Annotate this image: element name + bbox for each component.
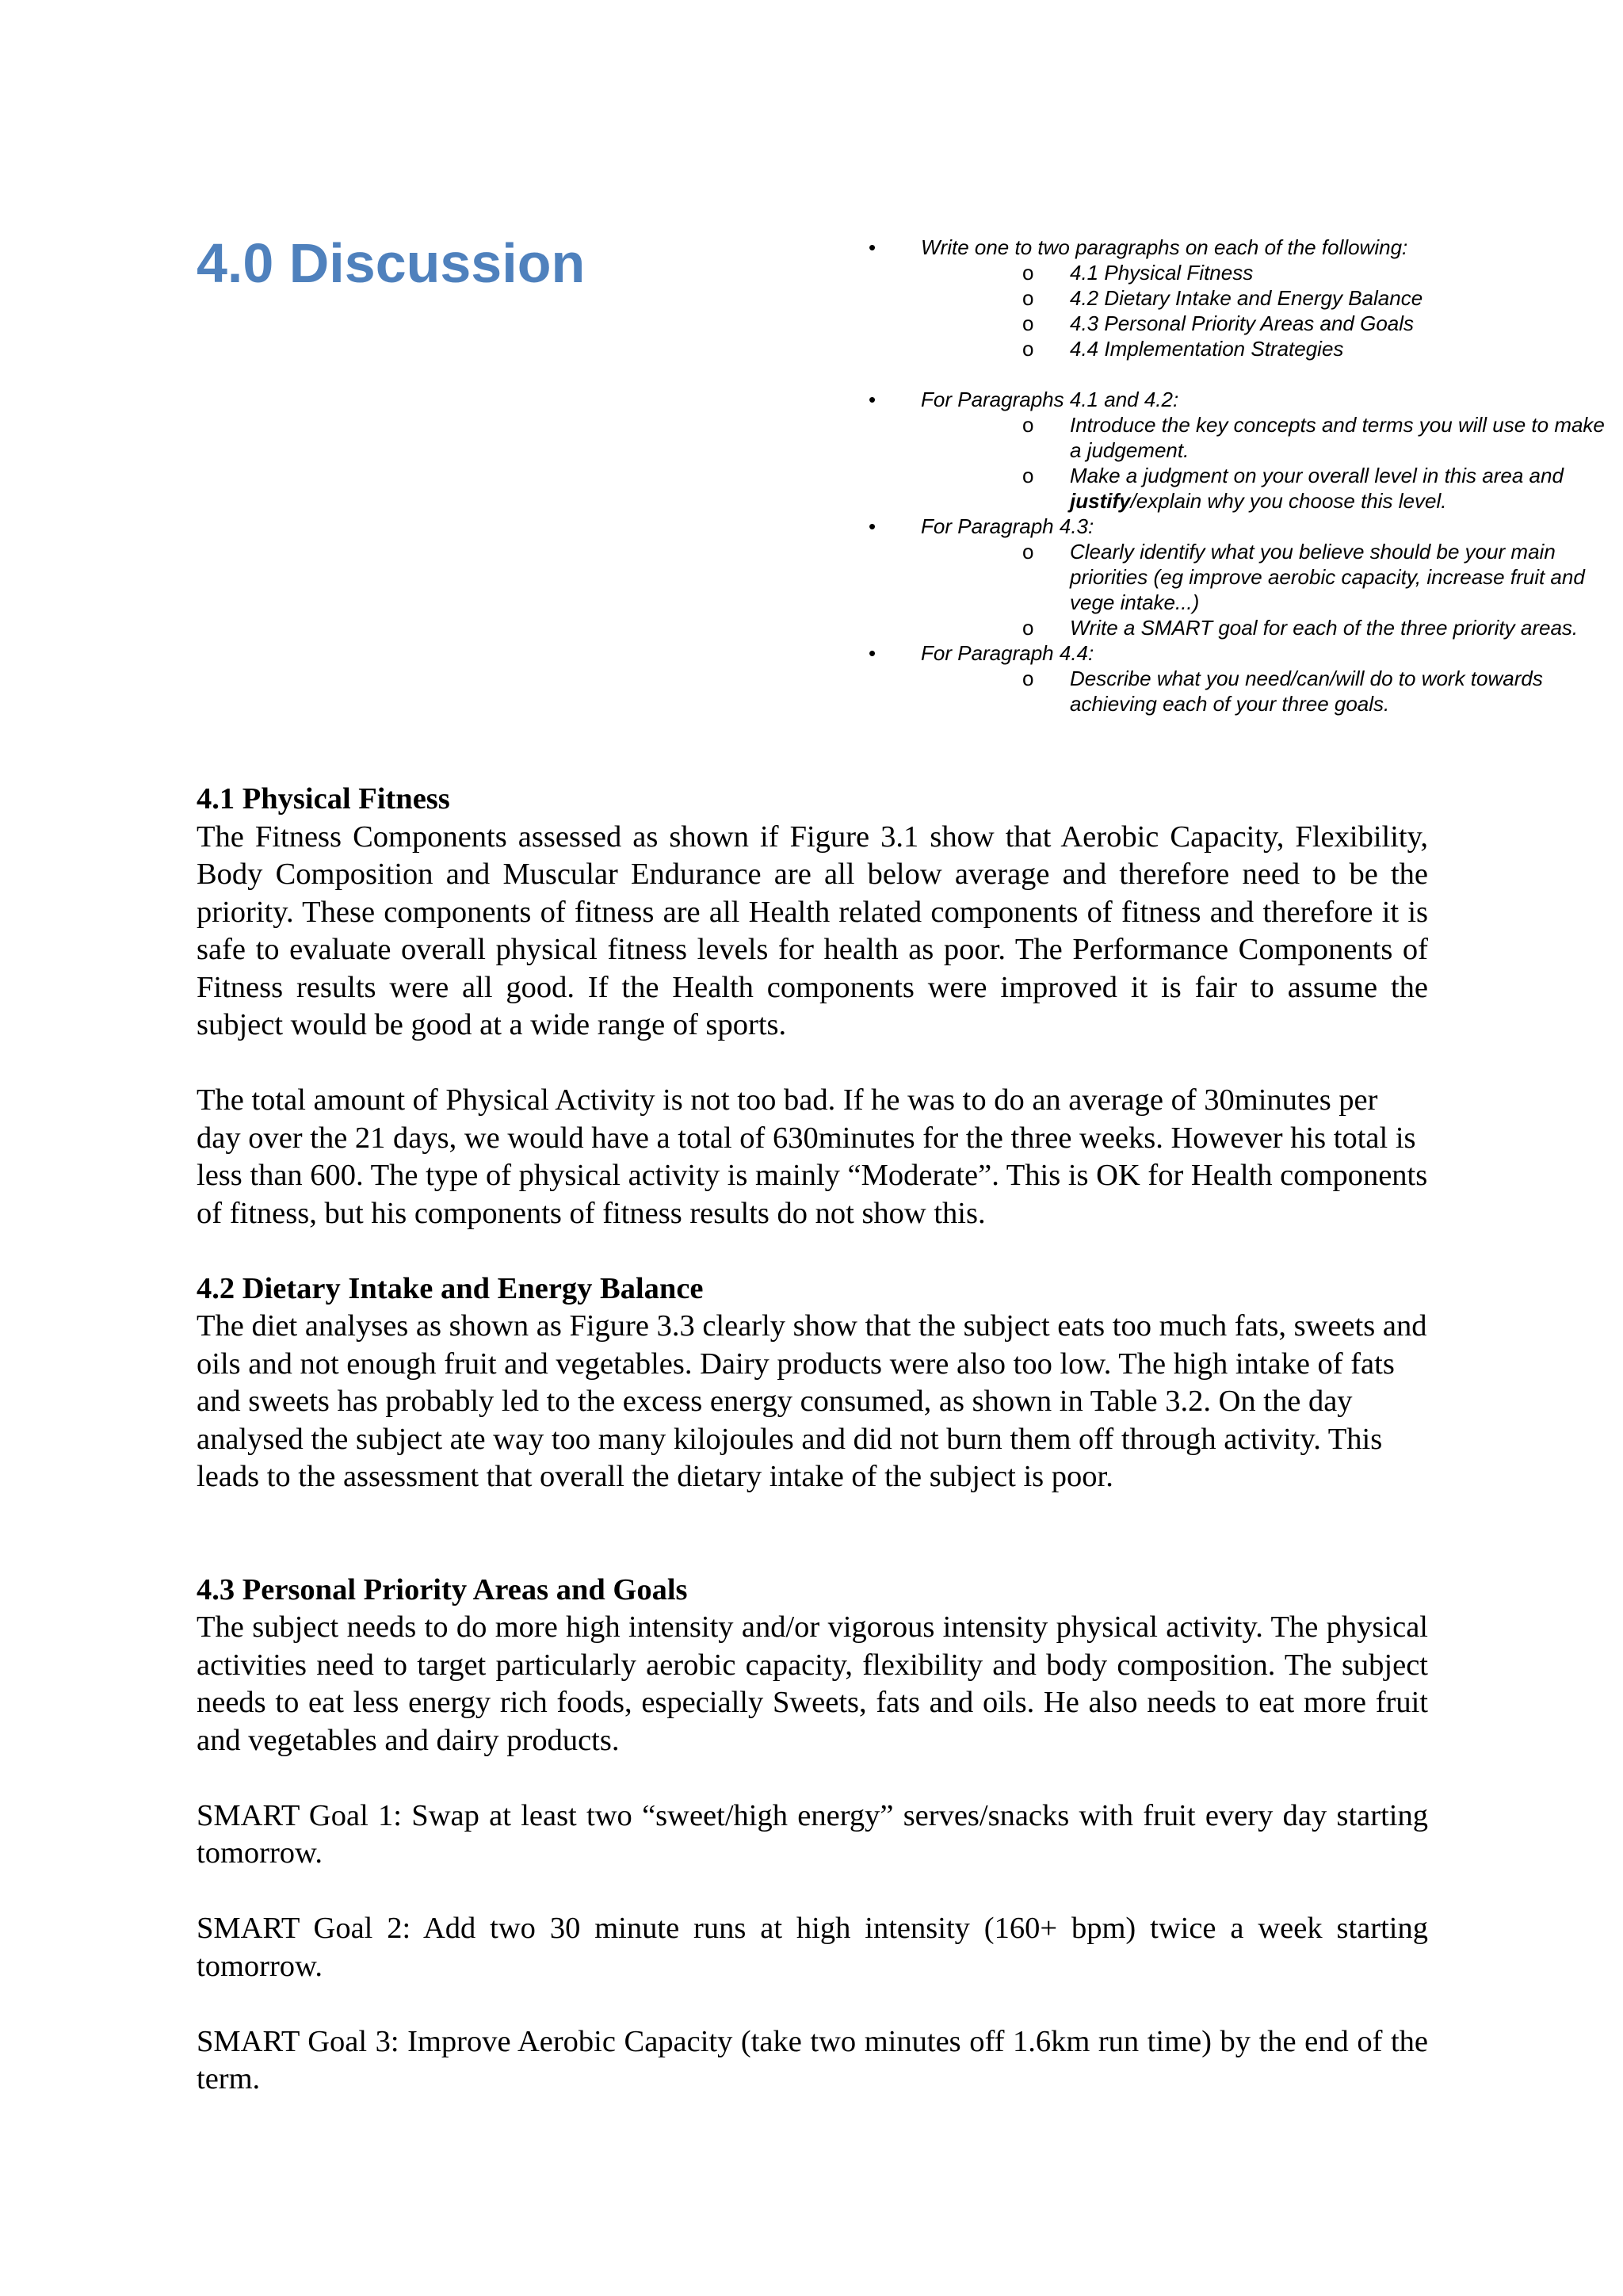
circle-bullet-icon: o <box>1022 667 1034 690</box>
instruction-subitem: o Introduce the key concepts and terms you will use to make a judgement. <box>1022 413 1605 462</box>
instruction-item <box>869 235 1613 361</box>
instruction-item <box>869 640 1613 716</box>
instruction-item <box>869 387 1613 514</box>
page-title: 4.0 Discussion <box>197 232 586 294</box>
circle-bullet-icon: o <box>1022 311 1034 335</box>
section-dietary-intake <box>197 1270 1428 1496</box>
circle-bullet-icon: o <box>1022 413 1034 437</box>
discussion-body <box>197 781 1428 2099</box>
circle-bullet-icon: o <box>1022 464 1034 487</box>
section-physical-fitness <box>197 781 1428 1232</box>
bullet-icon: • <box>869 514 876 538</box>
instruction-text: For Paragraphs 4.1 and 4.2: <box>921 388 1179 411</box>
instruction-item <box>869 514 1613 640</box>
paragraph: The Fitness Components assessed as shown if Figure 3.1 show that Aerobic Capacity, Flexibility, Body Composition and Muscular Endurance are all below average and therefore need to be the priority. These components of fitness are all Health related components of fitness and therefore it is safe to evaluate overall physical fitness levels for health as poor. The Performance Components of Fitness results were all good. If the Health components were improved it is fair to assume the subject would be good at a wide range of sports. <box>197 819 1428 1041</box>
instruction-subitem: o Make a judgment on your overall level in this area and justify/explain why you choose this level. <box>1022 464 1564 513</box>
paragraph: The diet analyses as shown as Figure 3.3 clearly show that the subject eats too much fats, sweets and oils and not enough fruit and vegetables. Dairy products were also too low. The high intake of fats and sweets has probably led to the excess energy consumed, as shown in Table 3.2. On the day analysed the subject ate way too many kilojoules and did not burn them off through activity. This leads to the assessment that overall the dietary intake of the subject is poor. <box>197 1309 1427 1493</box>
section-heading: 4.3 Personal Priority Areas and Goals <box>197 1572 688 1606</box>
section-priority-goals <box>197 1572 1428 2099</box>
paragraph: The total amount of Physical Activity is not too bad. If he was to do an average of 30minutes per day over the 21 days, we would have a total of 630minutes for the three weeks. However his total is less than 600. The type of physical activity is mainly “Moderate”. This is OK for Health components of fitness, but his components of fitness results do not show this. <box>197 1083 1428 1230</box>
circle-bullet-icon: o <box>1022 616 1034 640</box>
instruction-subitem: o 4.1 Physical Fitness <box>1022 261 1254 285</box>
smart-goal-1: SMART Goal 1: Swap at least two “sweet/high energy” serves/snacks with fruit every day starting tomorrow. <box>197 1798 1428 1870</box>
instruction-subitem: o Describe what you need/can/will do to work towards achieving each of your three goals. <box>1022 667 1543 716</box>
smart-goal-3: SMART Goal 3: Improve Aerobic Capacity (take two minutes off 1.6km run time) by the end of the term. <box>197 2024 1428 2095</box>
section-heading: 4.2 Dietary Intake and Energy Balance <box>197 1271 704 1305</box>
bullet-icon: • <box>869 235 876 259</box>
instruction-text: Write one to two paragraphs on each of the following: <box>921 235 1408 259</box>
paragraph: The subject needs to do more high intensity and/or vigorous intensity physical activity. The physical activities need to target particularly aerobic capacity, flexibility and body composition. The subject needs to eat less energy rich foods, especially Sweets, fats and oils. He also needs to eat more fruit and vegetables and dairy products. <box>197 1610 1428 1757</box>
section-heading: 4.1 Physical Fitness <box>197 782 450 816</box>
instructions-list <box>869 235 1613 716</box>
instruction-subitem: o 4.4 Implementation Strategies <box>1022 337 1344 361</box>
instruction-text: For Paragraph 4.4: <box>921 641 1094 665</box>
circle-bullet-icon: o <box>1022 261 1034 285</box>
bullet-icon: • <box>869 388 876 411</box>
circle-bullet-icon: o <box>1022 286 1034 310</box>
instruction-subitem: o 4.3 Personal Priority Areas and Goals <box>1022 311 1415 335</box>
instruction-subitem: o 4.2 Dietary Intake and Energy Balance <box>1022 286 1423 310</box>
smart-goal-2: SMART Goal 2: Add two 30 minute runs at high intensity (160+ bpm) twice a week starting tomorrow. <box>197 1912 1428 1983</box>
instruction-text: For Paragraph 4.3: <box>921 514 1094 538</box>
instruction-subitem: o Write a SMART goal for each of the three priority areas. <box>1022 616 1579 640</box>
instruction-subitem: o Clearly identify what you believe should be your main priorities (eg improve aerobic capacity, increase fruit and vege intake...) <box>1022 540 1585 614</box>
circle-bullet-icon: o <box>1022 540 1034 563</box>
bullet-icon: • <box>869 641 876 665</box>
circle-bullet-icon: o <box>1022 337 1034 361</box>
